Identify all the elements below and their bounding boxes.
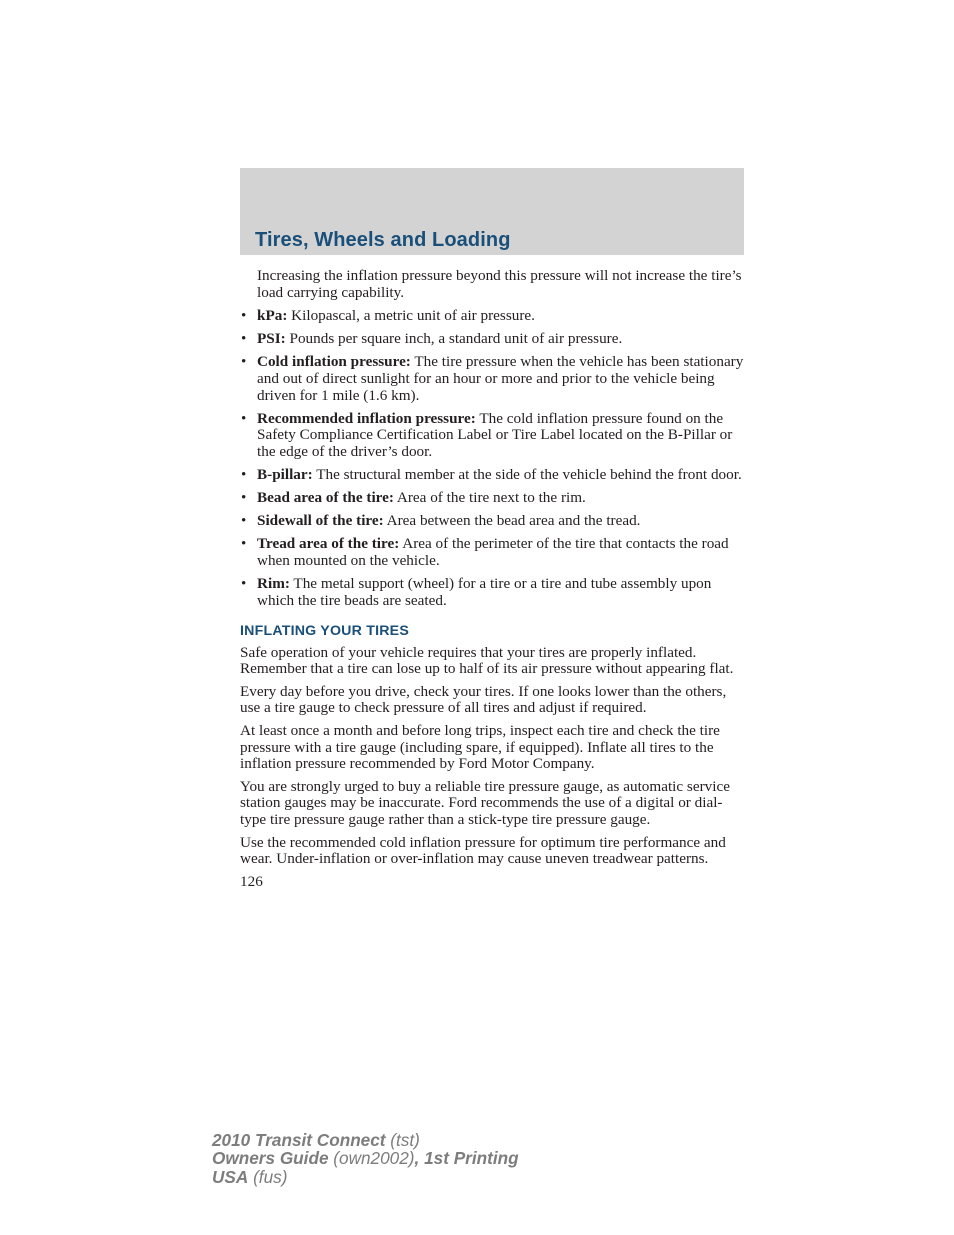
body-paragraph: Safe operation of your vehicle requires that your tires are properly inflated. Remember that a tire can lose up to half of its air pressure without appearing flat. [240, 643, 734, 678]
definition-term: PSI: [257, 330, 286, 348]
definition-item [240, 308, 746, 325]
definition-item [240, 576, 746, 609]
footer-market: USA [212, 1166, 249, 1187]
definition-text: The cold inflation pressure found on the Safety Compliance Certification Label or Tire Label located on the B-Pillar or the edge of the driver’s door. [257, 409, 733, 460]
definition-term: Rim: [257, 574, 290, 592]
footer-guide-code: (own2002) [328, 1148, 415, 1169]
definition-text: Area of the tire next to the rim. [393, 489, 586, 507]
footer-line-guide [212, 1149, 519, 1167]
bullet-icon: • [241, 353, 247, 371]
bullet-icon: • [241, 330, 247, 348]
bullet-icon: • [241, 409, 247, 427]
definition-term: Bead area of the tire: [257, 489, 394, 507]
footer-imprint [212, 1131, 519, 1186]
bullet-icon: • [241, 307, 247, 325]
footer-model: 2010 Transit Connect [212, 1130, 386, 1150]
definition-text: The metal support (wheel) for a tire or a tire and tube assembly upon which the tire beads are seated. [257, 574, 712, 609]
definition-text: The tire pressure when the vehicle has been stationary and out of direct sunlight for an hour or more and prior to the vehicle being driven for 1 mile (1.6 km). [257, 353, 744, 404]
body-paragraph: Every day before you drive, check your tires. If one looks lower than the others, use a tire gauge to check pressure of all tires and adjust if required. [240, 682, 727, 717]
definition-term: B-pillar: [257, 465, 313, 483]
footer-model-code: (tst) [385, 1130, 420, 1150]
footer-line-market [212, 1168, 519, 1186]
definition-text: Pounds per square inch, a standard unit of air pressure. [285, 330, 623, 348]
definition-term: Sidewall of the tire: [257, 512, 384, 530]
intro-paragraph: Increasing the inflation pressure beyond this pressure will not increase the tire’s load carrying capability. [257, 267, 742, 301]
definition-term: Recommended inflation pressure: [257, 409, 476, 427]
definition-item [240, 536, 746, 569]
bullet-icon: • [241, 465, 247, 483]
section-heading: INFLATING YOUR TIRES [240, 623, 409, 640]
definition-list [240, 308, 746, 609]
definition-text: Kilopascal, a metric unit of air pressure. [287, 307, 535, 325]
footer-printing: , 1st Printing [414, 1148, 519, 1169]
definition-text: Area between the bead area and the tread. [383, 512, 641, 530]
page-content [240, 268, 746, 890]
header-band [240, 168, 744, 255]
definition-item [240, 331, 746, 348]
definition-item [240, 490, 746, 507]
bullet-icon: • [241, 512, 247, 530]
bullet-icon: • [241, 535, 247, 553]
bullet-icon: • [241, 574, 247, 592]
definition-text: The structural member at the side of the vehicle behind the front door. [312, 465, 742, 483]
definition-item [240, 354, 746, 404]
body-paragraph: At least once a month and before long trips, inspect each tire and check the tire pressure with a tire gauge (including spare, if equipped). Inflate all tires to the inflation pressure recommended by Ford Motor Company. [240, 722, 720, 773]
definition-item [240, 513, 746, 530]
definition-term: Cold inflation pressure: [257, 353, 411, 371]
definition-term: Tread area of the tire: [257, 535, 400, 553]
definition-item [240, 467, 746, 484]
bullet-icon: • [241, 489, 247, 507]
definition-term: kPa: [257, 307, 288, 325]
footer-line-model [212, 1131, 519, 1149]
body-paragraph: Use the recommended cold inflation pressure for optimum tire performance and wear. Under-inflation or over-inflation may cause uneven treadwear patterns. [240, 833, 726, 868]
definition-item [240, 411, 746, 461]
body-paragraph: You are strongly urged to buy a reliable tire pressure gauge, as automatic service station gauges may be inaccurate. Ford recommends the use of a digital or dial-type tire pressure gauge rather than a stick-type tire pressure gauge. [240, 777, 730, 829]
footer-guide: Owners Guide [212, 1148, 329, 1169]
chapter-title: Tires, Wheels and Loading [255, 229, 511, 251]
footer-market-code: (fus) [248, 1166, 288, 1187]
page-number: 126 [240, 872, 263, 890]
definition-text: Area of the perimeter of the tire that contacts the road when mounted on the vehicle. [257, 535, 729, 569]
